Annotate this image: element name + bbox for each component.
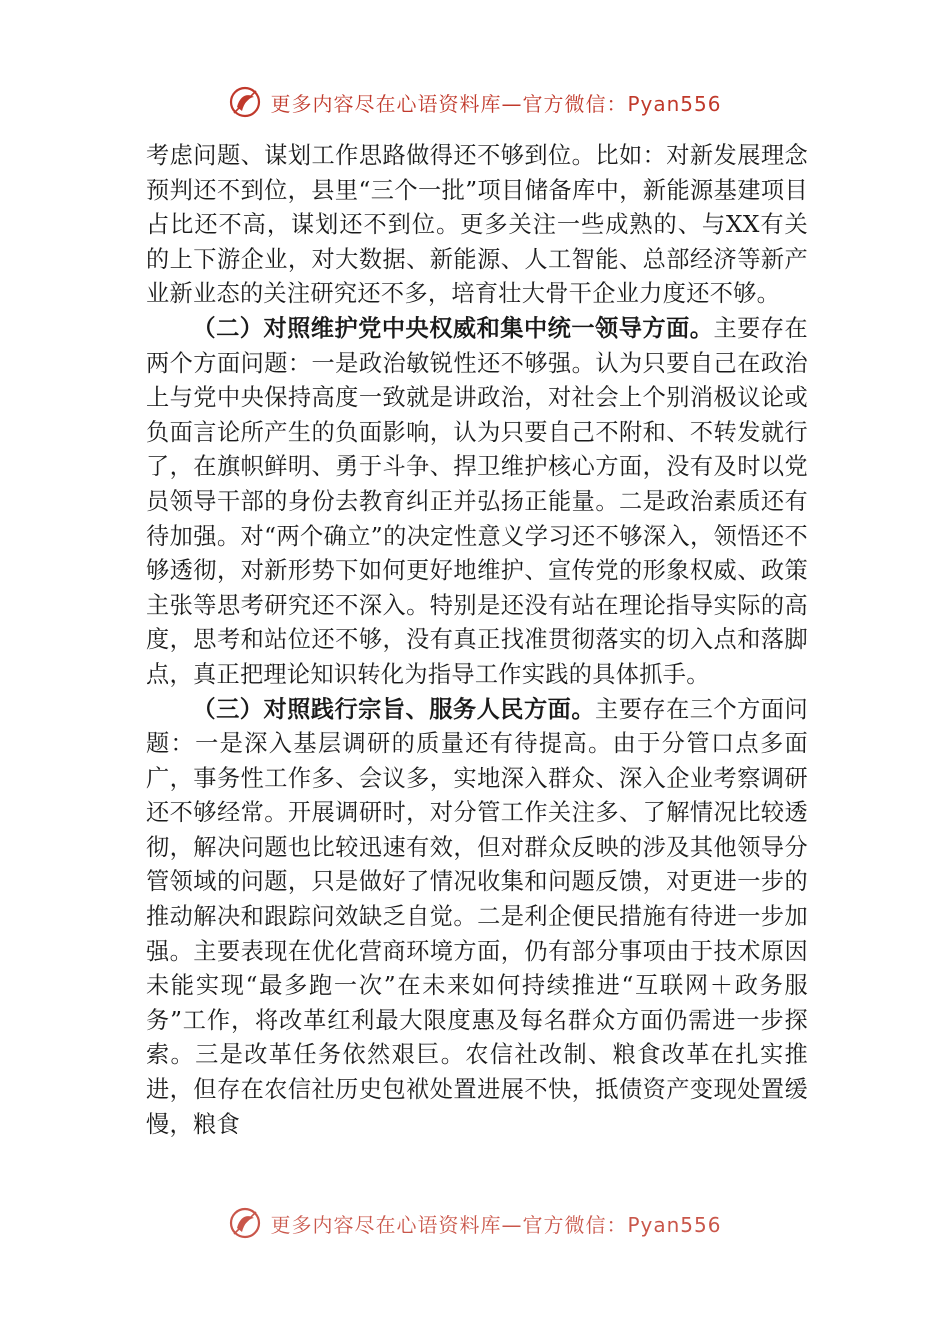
watermark-text: 更多内容尽在心语资料库—官方微信：Pyan556 <box>270 91 722 116</box>
section-heading-2: （二）对照维护党中央权威和集中统一领导方面。 <box>192 314 714 342</box>
paragraph-2 <box>146 312 808 693</box>
section-heading-3: （三）对照践行宗旨、服务人民方面。 <box>192 695 596 723</box>
paragraph-text: 主要存在三个方面问题：一是深入基层调研的质量还有待提高。由于分管口点多面广，事务性工作多、会议多，实地深入群众、深入企业考察调研还不够经常。开展调研时，对分管工作关注多、了解情况比较透彻，解决问题也比较迅速有效，但对群众反映的涉及其他领导分管领域的问题，只是做好了情况收集和问题反馈，对更进一步的推动解决和跟踪问效缺乏自觉。二是利企便民措施有待进一步加强。主要表现在优化营商环境方面，仍有部分事项由于技术原因未能实现“最多跑一次”在未来如何持续推进“互联网＋政务服务”工作，将改革红利最大限度惠及每名群众方面仍需进一步探索。三是改革任务依然艰巨。农信社改制、粮食改革在扎实推进，但存在农信社历史包袱处置进展不快，抵债资产变现处置缓慢，粮食 <box>146 695 808 1138</box>
watermark-text: 更多内容尽在心语资料库—官方微信：Pyan556 <box>270 1212 722 1237</box>
seal-logo-icon <box>228 1206 262 1240</box>
footer-watermark <box>0 1203 950 1243</box>
paragraph-text: 主要存在两个方面问题：一是政治敏锐性还不够强。认为只要自己在政治上与党中央保持高度一致就是讲政治，对社会上个别消极议论或负面言论所产生的负面影响，认为只要自己不附和、不转发就行了，在旗帜鲜明、勇于斗争、捍卫维护核心方面，没有及时以党员领导干部的身份去教育纠正并弘扬正能量。二是政治素质还有待加强。对“两个确立”的决定性意义学习还不够深入，领悟还不够透彻，对新形势下如何更好地维护、宣传党的形象权威、政策主张等思考研究还不深入。特别是还没有站在理论指导实际的高度，思考和站位还不够，没有真正找准贯彻落实的切入点和落脚点，真正把理论知识转化为指导工作实践的具体抓手。 <box>146 314 808 688</box>
document-body <box>146 139 808 1219</box>
header-watermark <box>0 82 950 122</box>
paragraph-1 <box>146 139 808 312</box>
paragraph-text: 考虑问题、谋划工作思路做得还不够到位。比如：对新发展理念预判还不到位，县里“三个一批”项目储备库中，新能源基建项目占比还不高，谋划还不到位。更多关注一些成熟的、与XX有关的上下游企业，对大数据、新能源、人工智能、总部经济等新产业新业态的关注研究还不多，培育壮大骨干企业力度还不够。 <box>146 142 808 308</box>
paragraph-3 <box>146 693 808 1143</box>
seal-logo-icon <box>228 85 262 119</box>
